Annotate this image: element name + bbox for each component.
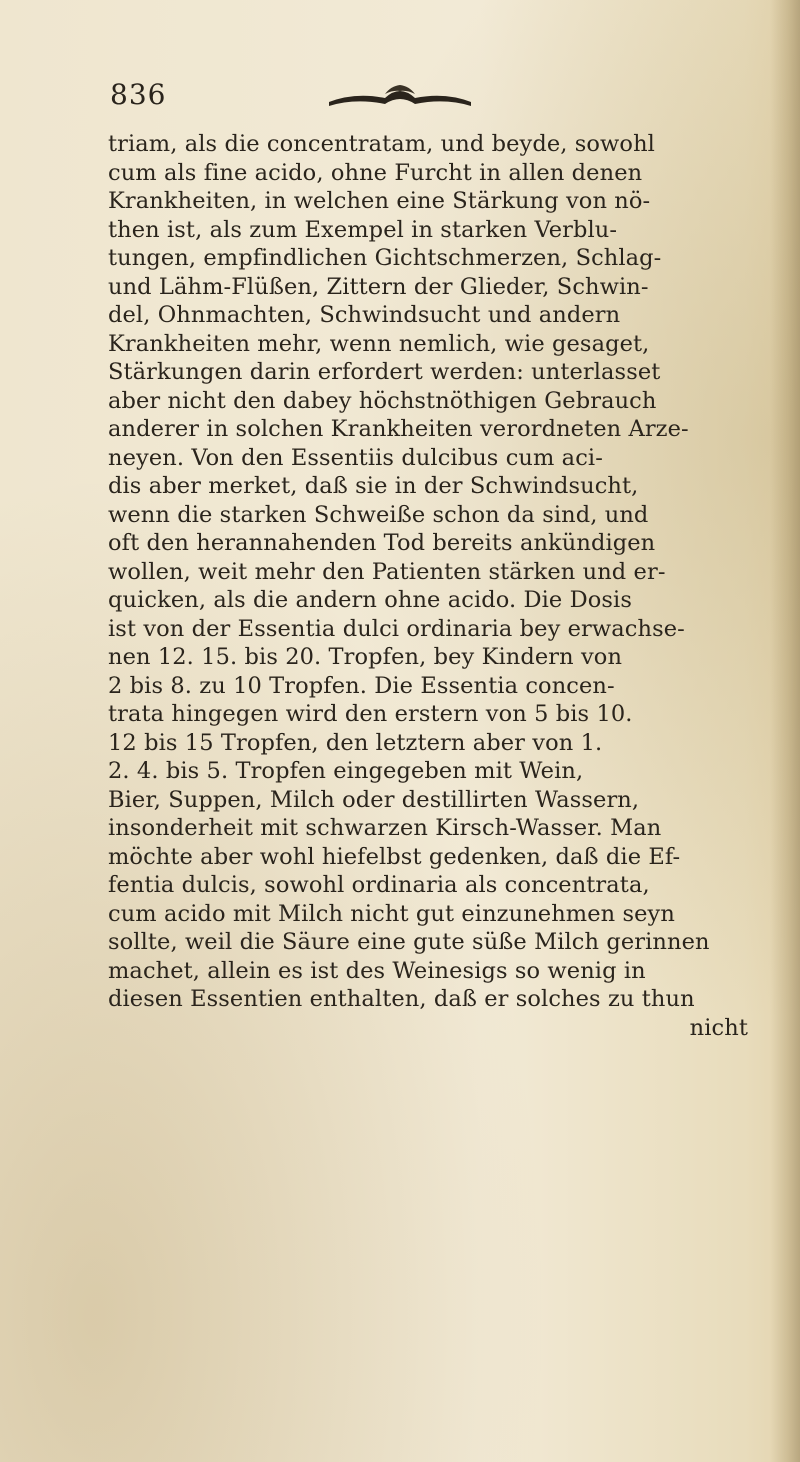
text-line: und Lähm-Flüßen, Zittern der Glieder, Schwin- <box>108 273 649 300</box>
text-line: diesen Essentien enthalten, daß er solches zu thun <box>108 986 695 1012</box>
text-line: wollen, weit mehr den Patienten stärken und er- <box>108 558 666 585</box>
text-line: wenn die starken Schweiße schon da sind, und <box>108 501 649 528</box>
text-line: Krankheiten mehr, wenn nemlich, wie gesaget, <box>108 330 650 357</box>
text-line: aber nicht den dabey höchstnöthigen Gebrauch <box>108 387 657 414</box>
text-line: Stärkungen darin erfordert werden: unterlasset <box>108 359 661 385</box>
text-line: machet, allein es ist des Weinesigs so wenig in <box>108 957 646 984</box>
text-line: insonderheit mit schwarzen Kirsch-Wasser. Man <box>108 815 662 841</box>
text-line: Krankheiten, in welchen eine Stärkung von nö- <box>108 188 651 214</box>
text-line: nen 12. 15. bis 20. Tropfen, bey Kindern von <box>108 644 623 670</box>
text-line: möchte aber wohl hiefelbst gedenken, daß die Ef- <box>108 843 681 870</box>
body-text <box>108 130 748 1042</box>
text-line: quicken, als die andern ohne acido. Die Dosis <box>108 587 632 613</box>
printer-ornament-icon <box>325 82 475 110</box>
text-line: oft den herannahenden Tod bereits ankündigen <box>108 530 656 556</box>
text-line: tungen, empfindlichen Gichtschmerzen, Schlag- <box>108 245 662 271</box>
text-line: anderer in solchen Krankheiten verordneten Arze- <box>108 416 689 442</box>
text-line: cum acido mit Milch nicht gut einzunehmen seyn <box>108 900 675 927</box>
text-line: cum als fine acido, ohne Furcht in allen denen <box>108 159 643 186</box>
text-line: neyen. Von den Essentiis dulcibus cum aci- <box>108 444 603 471</box>
text-line: fentia dulcis, sowohl ordinaria als concentrata, <box>108 872 650 898</box>
text-line: then ist, als zum Exempel in starken Verblu- <box>108 216 618 243</box>
text-line: nicht <box>689 1014 748 1041</box>
text-line: 12 bis 15 Tropfen, den letztern aber von 1. <box>108 729 603 756</box>
text-line: ist von der Essentia dulci ordinaria bey erwachse- <box>108 615 685 642</box>
text-line: 2. 4. bis 5. Tropfen eingegeben mit Wein, <box>108 758 584 784</box>
text-line: dis aber merket, daß sie in der Schwindsucht, <box>108 473 639 499</box>
text-line: Bier, Suppen, Milch oder destillirten Wassern, <box>108 786 640 813</box>
text-line: trata hingegen wird den erstern von 5 bis 10. <box>108 701 633 727</box>
text-line: del, Ohnmachten, Schwindsucht und andern <box>108 302 621 328</box>
text-line: sollte, weil die Säure eine gute süße Milch gerinnen <box>108 929 710 955</box>
text-line: 2 bis 8. zu 10 Tropfen. Die Essentia concen- <box>108 672 615 699</box>
page-number: 836 <box>110 78 167 111</box>
text-line: triam, als die concentratam, und beyde, sowohl <box>108 131 655 157</box>
page-edge-shadow <box>770 0 800 1462</box>
